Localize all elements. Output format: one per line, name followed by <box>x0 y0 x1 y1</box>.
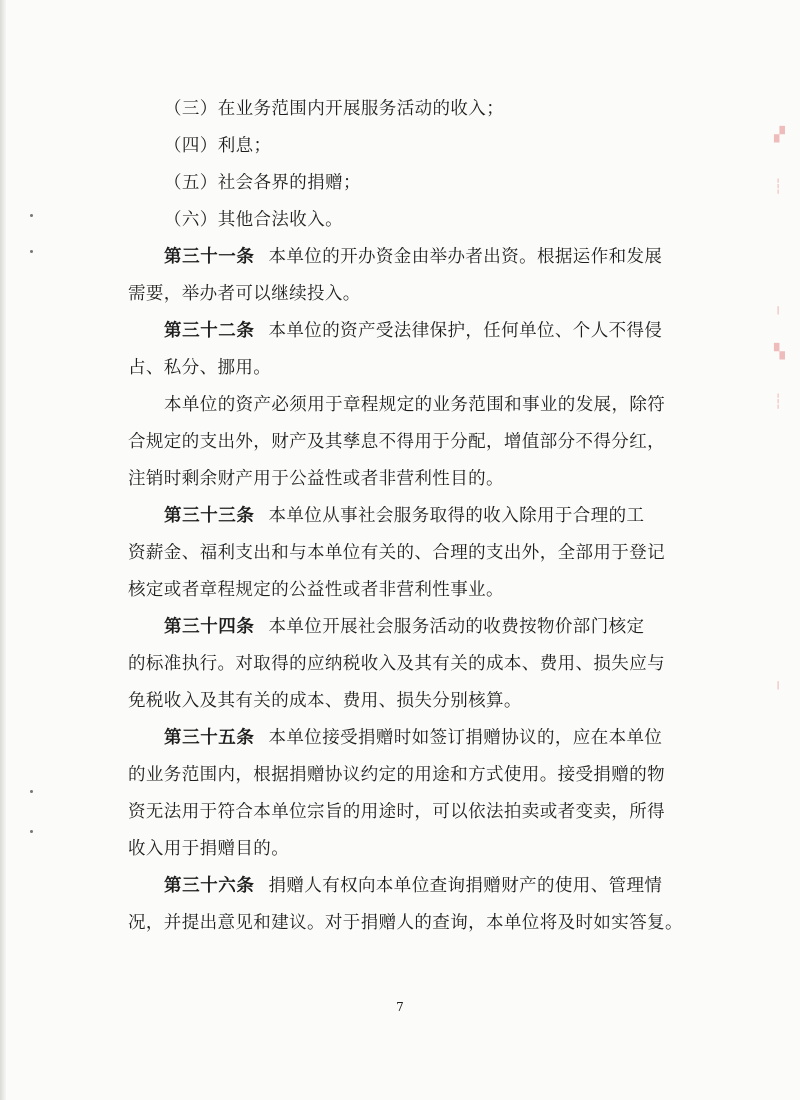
line-text: 本单位开展社会服务活动的收费按物价部门核定 <box>268 617 645 637</box>
text-line <box>128 424 676 461</box>
document-body <box>128 91 683 942</box>
text-line <box>128 387 676 424</box>
line-text: 需要，举办者可以继续投入。 <box>128 284 361 304</box>
text-line <box>128 165 676 202</box>
line-text: 本单位从事社会服务取得的收入除用于合理的工 <box>268 506 645 526</box>
text-line <box>128 683 676 720</box>
article-line <box>128 313 676 350</box>
text-line <box>128 535 676 572</box>
line-text: （六）其他合法收入。 <box>164 210 343 230</box>
seam-stamp-fragment: ┆ <box>774 394 783 410</box>
line-text: 核定或者章程规定的公益性或者非营利性事业。 <box>128 580 504 600</box>
seam-stamp-fragment: ╷ <box>774 674 783 690</box>
seam-stamp-fragment: ╷ <box>774 299 783 315</box>
binding-hole-mark <box>30 830 33 833</box>
line-text: 注销时剩余财产用于公益性或者非营利性目的。 <box>128 469 504 489</box>
line-text: 本单位接受捐赠时如签订捐赠协议的，应在本单位 <box>268 728 663 748</box>
article-heading: 第三十一条 <box>164 247 255 267</box>
seam-stamp-fragment: ▞ <box>774 127 785 143</box>
article-line <box>128 868 676 905</box>
line-text: 占、私分、挪用。 <box>128 358 272 378</box>
text-line <box>128 646 676 683</box>
text-line <box>128 202 676 239</box>
line-text: 本单位的资产受法律保护，任何单位、个人不得侵 <box>268 321 663 341</box>
article-line <box>128 239 676 276</box>
text-line <box>128 905 683 942</box>
line-text: （四）利息； <box>164 136 272 156</box>
line-text: 免税收入及其有关的成本、费用、损失分别核算。 <box>128 691 522 711</box>
article-heading: 第三十四条 <box>164 617 255 637</box>
text-line <box>128 91 676 128</box>
article-heading: 第三十六条 <box>164 876 255 896</box>
article-line <box>128 498 676 535</box>
line-text: 合规定的支出外，财产及其孳息不得用于分配，增值部分不得分红， <box>128 432 665 452</box>
seam-stamp-fragment: ┆ <box>774 179 783 195</box>
binding-hole-mark <box>30 214 33 217</box>
article-line <box>128 609 676 646</box>
text-line <box>128 831 676 868</box>
line-text: （五）社会各界的捐赠； <box>164 173 361 193</box>
line-text: 的业务范围内，根据捐赠协议约定的用途和方式使用。接受捐赠的物 <box>128 765 665 785</box>
scan-edge <box>0 0 6 1100</box>
text-line <box>128 350 676 387</box>
binding-hole-mark <box>30 790 33 793</box>
article-heading: 第三十三条 <box>164 506 255 526</box>
text-line <box>128 276 676 313</box>
article-heading: 第三十五条 <box>164 728 255 748</box>
seam-stamp-fragment: ▚ <box>774 344 785 360</box>
line-text: 资薪金、福利支出和与本单位有关的、合理的支出外，全部用于登记 <box>128 543 665 563</box>
text-line <box>128 461 676 498</box>
line-text: 捐赠人有权向本单位查询捐赠财产的使用、管理情 <box>268 876 663 896</box>
line-text: 本单位的资产必须用于章程规定的业务范围和事业的发展，除符 <box>164 395 666 415</box>
page-number: 7 <box>396 1000 404 1014</box>
article-line <box>128 720 676 757</box>
text-line <box>128 757 676 794</box>
line-text: （三）在业务范围内开展服务活动的收入； <box>164 99 505 119</box>
article-heading: 第三十二条 <box>164 321 255 341</box>
line-text: 的标准执行。对取得的应纳税收入及其有关的成本、费用、损失应与 <box>128 654 665 674</box>
binding-hole-mark <box>30 250 33 253</box>
text-line <box>128 794 676 831</box>
text-line <box>128 128 676 165</box>
text-line <box>128 572 676 609</box>
line-text: 本单位的开办资金由举办者出资。根据运作和发展 <box>268 247 663 267</box>
line-text: 收入用于捐赠目的。 <box>128 839 290 859</box>
line-text: 资无法用于符合本单位宗旨的用途时，可以依法拍卖或者变卖，所得 <box>128 802 665 822</box>
line-text: 况，并提出意见和建议。对于捐赠人的查询，本单位将及时如实答复。 <box>128 913 683 933</box>
